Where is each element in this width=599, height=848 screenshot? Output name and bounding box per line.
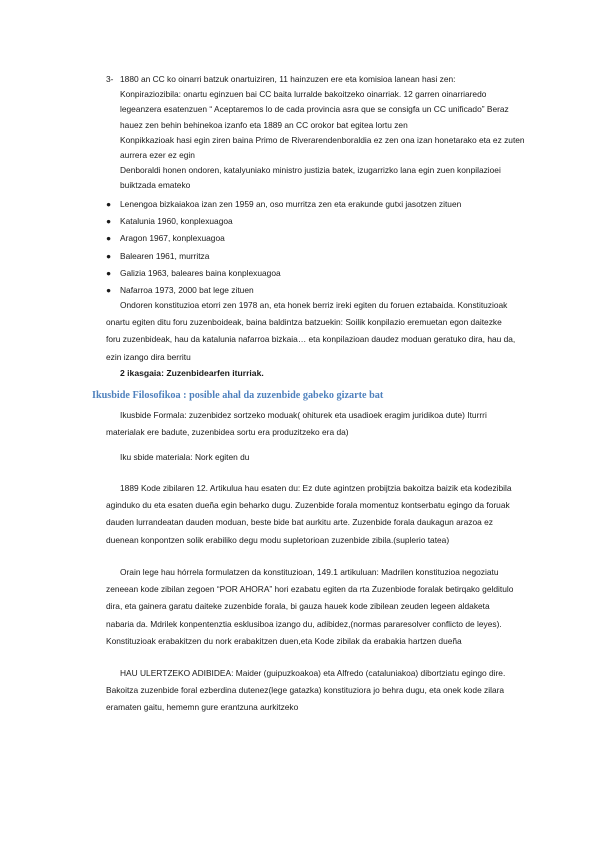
bullet-list <box>106 196 526 299</box>
list-item <box>106 265 526 282</box>
paragraph-constitution: Ondoren konstituzioa etorri zen 1978 an, eta honek berriz ireki egiten du foruen eztabaida. Konstituzioak onartu egiten ditu foru zuzenboideak, baina baldintza batzuekin: Soilik konpilazio eremuetan egon daitezke foru zuzenbideak, hau da katalunia nafarroa bizkaia… eta konpilazioan daudez moduan geratuko dira, hau da, ezin izango dira berritu <box>106 300 516 362</box>
lesson-heading: 2 ikasgaia: Zuzenbidearfen iturriak. <box>120 368 264 378</box>
bullet-icon: ● <box>106 267 112 278</box>
list-item <box>106 230 526 247</box>
list-item-text: Balearen 1961, murritza <box>120 250 210 261</box>
list-item-text: Lenengoa bizkaiakoa izan zen 1959 an, oso murritza zen eta erakunde gutxi jasotzen zituen <box>120 199 462 209</box>
list-item-text: Galizia 1963, baleares baina konplexuagoa <box>120 267 281 278</box>
list-item-text: Aragon 1967, konplexuagoa <box>120 233 225 244</box>
list-item <box>106 196 526 213</box>
paragraph-article149: Orain lege hau hórrela formulatzen da konstituzioan, 149.1 artikuluan: Madrilen konstituzioa negoziatu zeneean kode zibilan zegoen “POR AHORA” hori ezabatu egiten da rta Zuzenbiode foralak betirqako gelditulo dira, eta gainera garatu daiteke zuzenbide forala, bi gauza hauek kode zibilean zeuden legeen aldaketa nabaria da. Mdrilek konpentenztia esklusiboa izango du, adibidez,(normas pararesolver conflicto de leyes). Konstituzioak erabakitzen du nork erabakitzen duen,eta Kode zibilak da erabakia hartzen dueña <box>106 567 514 646</box>
bullet-icon: ● <box>106 216 112 227</box>
list-item <box>106 248 526 265</box>
paragraph-article12: 1889 Kode zibilaren 12. Artikulua hau esaten du: Ez dute agintzen probijtzia bakoitza baizik eta kodezibila aginduko du eta esaten dueña egin beharko dugu. Zuzenbide forala momentuz kontserbatu egingo da foruak dauden lurrandeatan dauden moduan, beste bide bat aurkitu arte. Zuzenbide forala daukagun arazoa ez duenean konpontzen solik erabiliko degu modu supletorioan zuzenbide zibila.(suplerio tatea) <box>106 483 512 545</box>
bullet-icon: ● <box>106 250 112 261</box>
bullet-icon: ● <box>106 285 112 296</box>
paragraph-example: HAU ULERTZEKO ADIBIDEA: Maider (guipuzkoakoa) eta Alfredo (cataluniakoa) dibortziatu egingo dire. Bakoitza zuzenbide foral ezberdina dutenez(lege gatazka) konstituziora jo behra dugu, eta onek kode zilara eramaten gaitu, hememn gure erantzuna aurkitzeko <box>106 668 506 713</box>
list-item-text: Nafarroa 1973, 2000 bat lege zituen <box>120 285 254 296</box>
item-line: 1880 an CC ko oinarri batzuk onartuiziren, 11 hainzuzen ere eta komisioa lanean hasi zen: <box>120 74 456 84</box>
paragraph-formal: Ikusbide Formala: zuzenbidez sortzeko moduak( ohiturek eta usadioek eragim juridikoa dute) Iturrri materialak ere badute, zuzenbidea sortu era produzitzeko era da) <box>106 410 487 438</box>
bullet-icon: ● <box>106 199 112 209</box>
section-title: Ikusbide Filosofikoa : posible ahal da zuzenbide gabeko gizarte bat <box>92 390 384 401</box>
paragraph-material: Iku sbide materiala: Nork egiten du <box>120 452 250 462</box>
bullet-icon: ● <box>106 233 112 244</box>
numbered-item <box>106 72 526 194</box>
item-line: Konpikkazioak hasi egin ziren baina Primo de Riverarendenboraldia ez zen ona izan honetarako eta ez zuten aurrera ezer ez egin <box>120 134 525 161</box>
list-item-text: Katalunia 1960, konplexuagoa <box>120 216 233 227</box>
list-item <box>106 213 526 230</box>
item-line: Konpiraziozibila: onartu eginzuen bai CC baita lurralde bakoitzeko oinarriak. 12 garren oinarriaredo legeanzera esatenzuen “ Aceptaremos lo de cada provincia asra que se consigfa un CC unificado” Beraz hauez zen behin behinekoa izanfo eta 1889 an CC orokor bat egitea lortu zen <box>120 89 509 130</box>
item-line: Denboraldi honen ondoren, katalyuniako ministro justizia batek, izugarrizko lana egin zuen konpilazioei buiktzada emateko <box>120 165 501 191</box>
item-marker: 3- <box>106 74 114 84</box>
item-body <box>120 72 526 194</box>
